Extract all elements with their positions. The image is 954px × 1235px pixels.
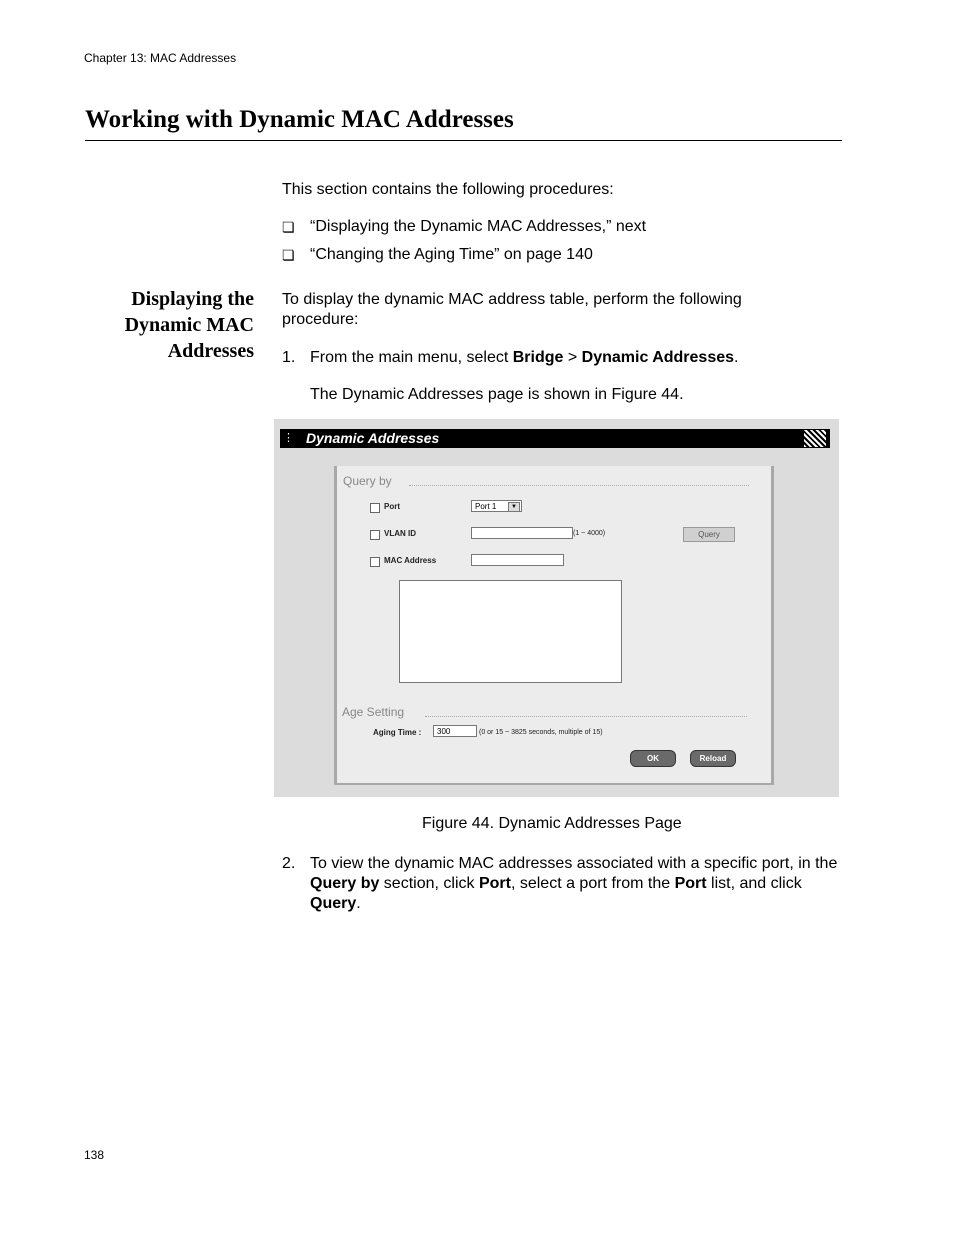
ok-button[interactable]: OK — [630, 750, 676, 767]
aging-time-input[interactable]: 300 — [433, 725, 477, 737]
window-titlebar — [280, 429, 830, 448]
page-number: 138 — [84, 1148, 105, 1162]
port-label: Port — [384, 502, 400, 511]
section-paragraph: To display the dynamic MAC address table, perform the following procedure: — [282, 291, 742, 328]
procedure-link: “Displaying the Dynamic MAC Addresses,” next — [310, 218, 647, 235]
aging-time-hint: (0 or 15 ~ 3825 seconds, multiple of 15) — [479, 729, 603, 736]
vlan-input[interactable] — [471, 527, 573, 539]
step-1-note: The Dynamic Addresses page is shown in Figure 44. — [310, 386, 684, 403]
logo-icon — [804, 430, 826, 447]
vlan-checkbox[interactable] — [370, 530, 380, 540]
step-2: 2. To view the dynamic MAC addresses associated with a specific port, in the Query by section, click Port, select a port from the Port list, and click Query. — [282, 855, 838, 912]
mac-input[interactable] — [471, 554, 564, 566]
figure-caption: Figure 44. Dynamic Addresses Page — [422, 815, 682, 832]
procedure-item — [282, 217, 647, 238]
vlan-label: VLAN ID — [384, 529, 416, 538]
menu-icon: ⋮ — [283, 432, 294, 444]
procedure-link: “Changing the Aging Time” on page 140 — [310, 246, 593, 263]
query-button[interactable]: Query — [683, 527, 735, 542]
chevron-down-icon: ▼ — [508, 502, 520, 512]
mac-checkbox[interactable] — [370, 557, 380, 567]
box-bullet-icon: ❏ — [282, 219, 295, 235]
port-checkbox[interactable] — [370, 503, 380, 513]
port-select[interactable]: Port 1 ▼ — [471, 500, 522, 512]
mac-label: MAC Address — [384, 556, 437, 565]
age-setting-heading: Age Setting — [342, 705, 405, 719]
section-heading: Displaying the Dynamic MAC Addresses — [124, 288, 254, 362]
results-listbox[interactable] — [399, 580, 622, 683]
step-1: 1. From the main menu, select Bridge > Dynamic Addresses. — [282, 349, 739, 366]
form-panel — [334, 466, 774, 785]
aging-time-label: Aging Time : — [373, 728, 422, 737]
figure-screenshot — [274, 419, 839, 797]
running-head: Chapter 13: MAC Addresses — [84, 51, 237, 65]
box-bullet-icon: ❏ — [282, 247, 295, 263]
procedure-item — [282, 245, 593, 266]
intro-text: This section contains the following procedures: — [282, 181, 614, 198]
page-title: Working with Dynamic MAC Addresses — [85, 106, 514, 133]
query-by-heading: Query by — [343, 474, 392, 488]
reload-button[interactable]: Reload — [690, 750, 736, 767]
title-rule — [85, 140, 842, 141]
divider — [425, 716, 747, 717]
vlan-hint: (1 ~ 4000) — [573, 530, 606, 537]
divider — [409, 485, 749, 486]
window-title: Dynamic Addresses — [306, 430, 440, 446]
